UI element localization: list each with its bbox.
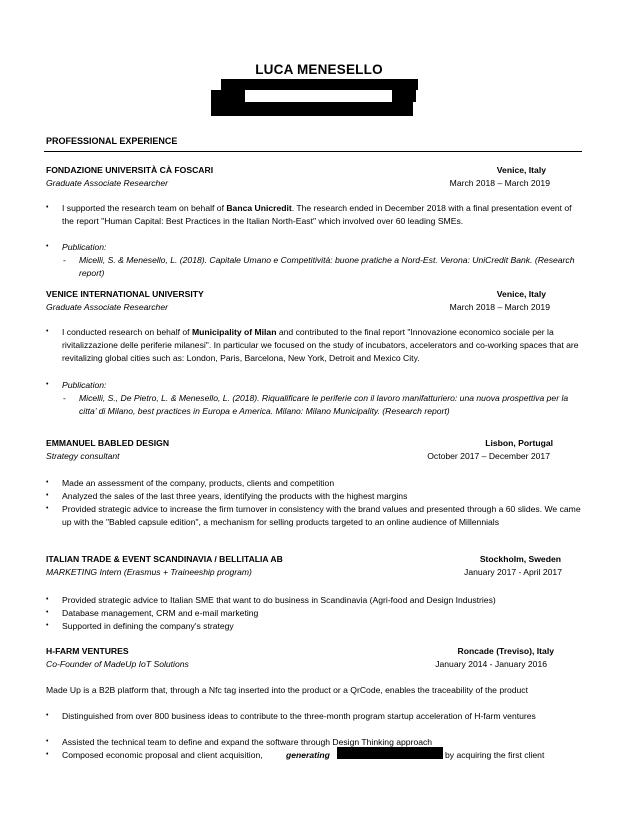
- redacted-contact-line-2: [211, 90, 245, 102]
- job-location: Venice, Italy: [496, 165, 546, 175]
- job-org: VENICE INTERNATIONAL UNIVERSITY: [46, 289, 204, 299]
- job-bullet: Analyzed the sales of the last three years, identifying the products with the highest margins: [62, 491, 408, 501]
- job-bullet: Composed economic proposal and client acquisition,: [62, 750, 263, 760]
- bullet-marker: •: [46, 609, 49, 616]
- bullet-marker: •: [46, 596, 49, 603]
- bullet-marker: •: [46, 492, 49, 499]
- job-location: Roncade (Treviso), Italy: [457, 646, 554, 656]
- job-bullet: I supported the research team on behalf of Banca Unicredit. The research ended in December 2018 with a final presentation event of the report "Human Capital: Best Practices in the Italian North-East" which involved over 60 leading SMEs.: [62, 203, 572, 227]
- bullet-marker: •: [46, 712, 49, 719]
- redacted-contact-line-4: [211, 102, 413, 116]
- job-role: Co-Founder of MadeUp IoT Solutions: [46, 659, 189, 669]
- job-org: H-FARM VENTURES: [46, 646, 129, 656]
- job-bullet: Provided strategic advice to Italian SME that want to do business in Scandinavia (Agri-food and Design Industries): [62, 595, 496, 605]
- publication-citation: Micelli, S., De Pietro, L. & Menesello, L. (2018). Riqualificare le periferie con il lavoro manifatturiero: una nuova prospettiva per la citta’ di Milano, best practices in Europa e America. Milano: Milano Municipality. (Research report): [79, 393, 569, 417]
- bullet-marker: •: [46, 505, 49, 512]
- job-dates: March 2018 – March 2019: [449, 178, 550, 188]
- company-description: Made Up is a B2B platform that, through a Nfc tag inserted into the product or a QrCode, enables the traceability of the product: [46, 685, 528, 695]
- job-bullet: Provided strategic advice to increase the firm turnover in consistency with the brand values and presented through a 60 slides. We came up with the "Babled capsule edition", a mechanism for selling products targeted to an online audience of Millennials: [62, 504, 581, 528]
- redacted-contact-line-1: [221, 79, 418, 90]
- dash-marker: -: [63, 255, 66, 265]
- publication-citation: Micelli, S. & Menesello, L. (2018). Capitale Umano e Competitività: buone pratiche a Nord-Est. Verona: UniCredit Bank. (Research report): [79, 255, 575, 279]
- bullet-marker: •: [46, 479, 49, 486]
- job-bullet: Database management, CRM and e-mail marketing: [62, 608, 259, 618]
- section-divider: [44, 151, 582, 152]
- redacted-amount: [337, 747, 443, 759]
- job-bullet: Made an assessment of the company, products, clients and competition: [62, 478, 335, 488]
- bullet-marker: •: [46, 204, 49, 211]
- job-org: EMMANUEL BABLED DESIGN: [46, 438, 170, 448]
- job-location: Lisbon, Portugal: [485, 438, 553, 448]
- bold-italic-keyword: generating: [286, 750, 330, 760]
- job-dates: October 2017 – December 2017: [427, 451, 550, 461]
- dash-marker: -: [63, 393, 66, 403]
- bullet-marker: •: [46, 738, 49, 745]
- job-role: Graduate Associate Researcher: [46, 178, 168, 188]
- job-role: Strategy consultant: [46, 451, 120, 461]
- job-location: Venice, Italy: [496, 289, 546, 299]
- job-dates: January 2017 - April 2017: [464, 567, 562, 577]
- job-bullet: Assisted the technical team to define and expand the software through Design Thinking approach: [62, 737, 433, 747]
- job-bullet: I conducted research on behalf of Municipality of Milan and contributed to the final report "Innovazione economico sociale per la rivitalizzazione delle periferie milanesi". In particular we focused on the study of incubators, accelerators and co-working spaces that are revitalizing global cities such as: London, Paris, Barcelona, New York, Detroit and Mexico City.: [62, 327, 579, 364]
- job-role: MARKETING Intern (Erasmus + Traineeship program): [46, 567, 252, 577]
- publication-label: Publication:: [62, 242, 107, 252]
- section-title: PROFESSIONAL EXPERIENCE: [46, 136, 178, 146]
- bullet-marker: •: [46, 622, 49, 629]
- bullet-marker: •: [46, 751, 49, 758]
- job-org: FONDAZIONE UNIVERSITÀ CÀ FOSCARI: [46, 165, 214, 175]
- job-org: ITALIAN TRADE & EVENT SCANDINAVIA / BELLITALIA AB: [46, 554, 283, 564]
- job-bullet: Distinguished from over 800 business ideas to contribute to the three-month program startup acceleration of H-farm ventures: [62, 711, 536, 721]
- publication-label: Publication:: [62, 380, 107, 390]
- bullet-marker: •: [46, 328, 49, 335]
- job-bullet-tail: by acquiring the first client: [445, 750, 545, 760]
- candidate-name: LUCA MENESELLO: [255, 62, 383, 77]
- job-dates: March 2018 – March 2019: [449, 302, 550, 312]
- redacted-contact-line-3: [392, 90, 416, 102]
- job-role: Graduate Associate Researcher: [46, 302, 168, 312]
- bullet-marker: •: [46, 243, 49, 250]
- job-bullet: Supported in defining the company's strategy: [62, 621, 234, 631]
- job-dates: January 2014 - January 2016: [435, 659, 547, 669]
- job-location: Stockholm, Sweden: [479, 554, 561, 564]
- bullet-marker: •: [46, 381, 49, 388]
